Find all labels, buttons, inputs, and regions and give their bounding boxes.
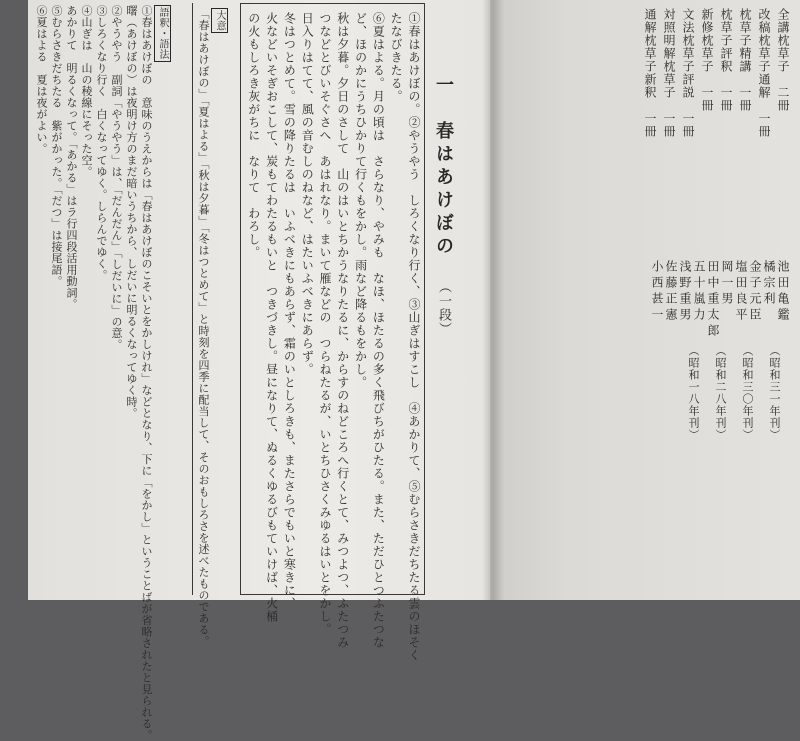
main-line: 秋は夕暮。夕日のさして 山のはいとちかうなりたるに、からすのねどころへ行くとて、みつよつ、ふたつみ [335,12,350,649]
book-entry: 新修枕草子 一冊 [700,8,714,112]
summary-label: 大意 [211,8,228,33]
main-line: たなびきたる。 [389,12,404,103]
main-text [244,12,422,662]
pub-year: （昭和二八年刊） [714,345,727,441]
book-entry: 枕草子評釈 一冊 [719,8,733,112]
publication-years [680,345,788,445]
main-line: ①春はあけぼの。②やうやう しろくなり行く、③山ぎはすこし ④あかりて、⑤むらさきだちたる雲のほそく [406,12,421,662]
note-line: あかりて 明るくなって。「あかる」はラ行四段活用動詞。 [65,5,78,310]
author: 橘宗利 [762,260,776,308]
author: 金子元臣 [748,260,762,324]
book-entry: 改稿枕草子通解 一冊 [757,8,771,138]
chapter-title: 一 春はあけぼの [433,75,454,259]
main-line: つなどとびいそぐさへ あはれなり。まいて雁などの つらねたるが、いとちひさくみゆるはいとをかし。 [317,12,332,636]
main-line: の火もしろき灰がちに なりて わろし。 [246,12,261,259]
main-line: ど、ほのかにうちひかりて行くもをかし。雨など降るもをかし。 [353,12,368,389]
book-entry: 文法枕草子評説 一冊 [681,8,695,138]
author: 池田亀鑑 [776,260,790,324]
note-line: ①春はあけぼの 意味のうえからは「春はあけぼのこそいとをかしけれ」などとなり、下に「をかし」ということばが省略されたと見られる。 [140,5,153,741]
main-line: 冬はつとめて。雪の降りたるは いふべきにもあらず、霜のいとしろきも、またさらでもいと寒きに、 [282,12,297,610]
book-gutter [482,0,504,600]
note-line: ③しろくなり行く 白くなってゆく。しらんでゆく。 [95,5,108,281]
note-line: ④山ぎは 山の稜線にそった空。 [80,5,93,178]
summary-section [196,8,228,647]
pub-year: （昭和一八年刊） [687,345,700,441]
author: 佐藤正憲 [664,260,678,324]
notes-section [34,5,171,741]
note-line: ②やうやう 副詞「やうやう」は、「だんだん」「しだいに」の意。 [110,5,123,351]
book-entry: 全講枕草子 二冊 [776,8,790,112]
note-line: ⑤むらさきだちたる 紫がかった。「だつ」は接尾語。 [50,5,63,287]
chapter-heading [430,75,456,336]
author: 小西甚一 [650,260,664,324]
author: 五十嵐力 [692,260,706,324]
book-entry: 通解枕草子新釈 一冊 [643,8,657,138]
author: 田中重太郎 [706,260,720,340]
notes-label: 語釈・語法 [154,5,171,62]
note-line: 曙（あけぼの）は夜明け方のまだ暗いうちから、しだいに明るくなってゆく時。 [125,5,138,419]
author: 岡一男 [720,260,734,308]
book-entry: 枕草子精講 一冊 [738,8,752,112]
pub-year: （昭和三〇年刊） [741,345,754,441]
main-line: 火などいそぎおこして、炭もてわたるもいと つきづきし。昼になりて、ぬるくゆるびもていけば、火桶 [264,12,279,623]
pub-year: （昭和三一年刊） [768,345,781,441]
summary-line: 「春はあけぼの」「夏はよる」「秋は夕暮」「冬はつとめて」と時刻を四季に配当して、そのおもしろさを述べたものである。 [197,8,210,647]
main-line: ⑥夏はよる。月の頃は さらなり、やみも なほ、ほたるの多く飛びちがひたる。また、ただひとつふたつな [371,12,386,649]
note-line: ⑥夏はよる 夏は夜がよい。 [35,5,48,155]
main-line: 日入りはてて、風の音むしのねなど、はたいふべきにあらず。 [300,12,315,376]
chapter-section: （一段） [436,280,451,337]
book-entry: 対照明解枕草子 一冊 [662,8,676,138]
author: 塩田良平 [734,260,748,324]
author: 浅野重男 [678,260,692,324]
